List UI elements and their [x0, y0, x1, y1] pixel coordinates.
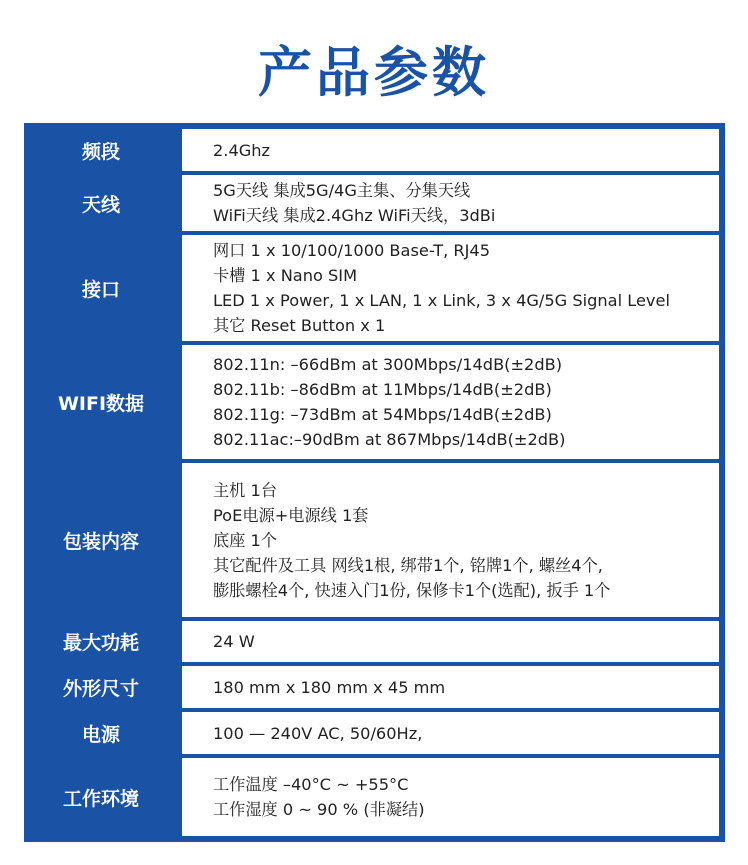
- spec-line: 底座 1个: [213, 530, 278, 550]
- spec-row-power-consumption: [24, 621, 725, 662]
- spec-row-power-supply: [24, 712, 725, 754]
- spec-line: 180 mm x 180 mm x 45 mm: [213, 677, 446, 697]
- spec-line: LED 1 x Power, 1 x LAN, 1 x Link, 3 x 4G/5G Signal Level: [213, 291, 670, 310]
- spec-line: PoE电源+电源线 1套: [213, 505, 369, 525]
- spec-line: 5G天线 集成5G/4G主集、分集天线: [213, 181, 471, 200]
- spec-value: [182, 129, 719, 171]
- spec-label: 电源: [81, 723, 120, 746]
- spec-row-antenna: [24, 175, 725, 231]
- spec-label: 包装内容: [62, 530, 139, 553]
- spec-value: [182, 175, 719, 231]
- spec-line: 100 — 240V AC, 50/60Hz,: [213, 723, 423, 743]
- spec-line: WiFi天线 集成2.4Ghz WiFi天线，3dBi: [213, 206, 496, 225]
- spec-row-wifi: [24, 345, 725, 459]
- spec-value: [182, 345, 719, 459]
- spec-label: 外形尺寸: [62, 677, 139, 700]
- spec-line: 网口 1 x 10/100/1000 Base-T, RJ45: [213, 241, 491, 260]
- spec-line: 802.11b: –86dBm at 11Mbps/14dB(±2dB): [213, 380, 552, 399]
- spec-line: 膨胀螺栓4个, 快速入门1份, 保修卡1个(选配), 扳手 1个: [213, 580, 611, 600]
- page-title: 产品参数: [258, 41, 490, 104]
- spec-label: 最大功耗: [62, 632, 139, 654]
- spec-line: 工作温度 –40°C ~ +55°C: [213, 775, 409, 794]
- spec-line: 802.11g: –73dBm at 54Mbps/14dB(±2dB): [213, 405, 552, 424]
- spec-line: 2.4Ghz: [213, 140, 271, 160]
- spec-value: [182, 463, 719, 617]
- spec-line: 802.11ac:–90dBm at 867Mbps/14dB(±2dB): [213, 430, 566, 449]
- spec-line: 其它配件及工具 网线1根, 绑带1个, 铭牌1个, 螺丝4个,: [213, 555, 603, 575]
- spec-line: 主机 1台: [213, 480, 278, 500]
- spec-value: [182, 666, 719, 708]
- spec-label: 工作环境: [62, 787, 139, 810]
- spec-row-environment: [24, 758, 725, 836]
- spec-label: WIFI数据: [57, 392, 145, 415]
- spec-value: [182, 712, 719, 754]
- spec-row-package: [24, 463, 725, 617]
- spec-line: 卡槽 1 x Nano SIM: [213, 266, 358, 285]
- spec-label: 天线: [81, 193, 120, 216]
- spec-label: 接口: [81, 278, 120, 301]
- spec-line: 其它 Reset Button x 1: [213, 316, 386, 335]
- spec-table: [24, 123, 725, 842]
- spec-label: 频段: [81, 140, 120, 163]
- spec-row-interface: [24, 235, 725, 341]
- spec-value: [182, 621, 719, 662]
- spec-line: 工作湿度 0 ~ 90 % (非凝结): [213, 800, 425, 819]
- spec-line: 24 W: [213, 632, 255, 651]
- spec-value: [182, 235, 719, 341]
- spec-value: [182, 758, 719, 836]
- spec-row-band: [24, 129, 725, 171]
- spec-row-dimensions: [24, 666, 725, 708]
- spec-line: 802.11n: –66dBm at 300Mbps/14dB(±2dB): [213, 355, 563, 374]
